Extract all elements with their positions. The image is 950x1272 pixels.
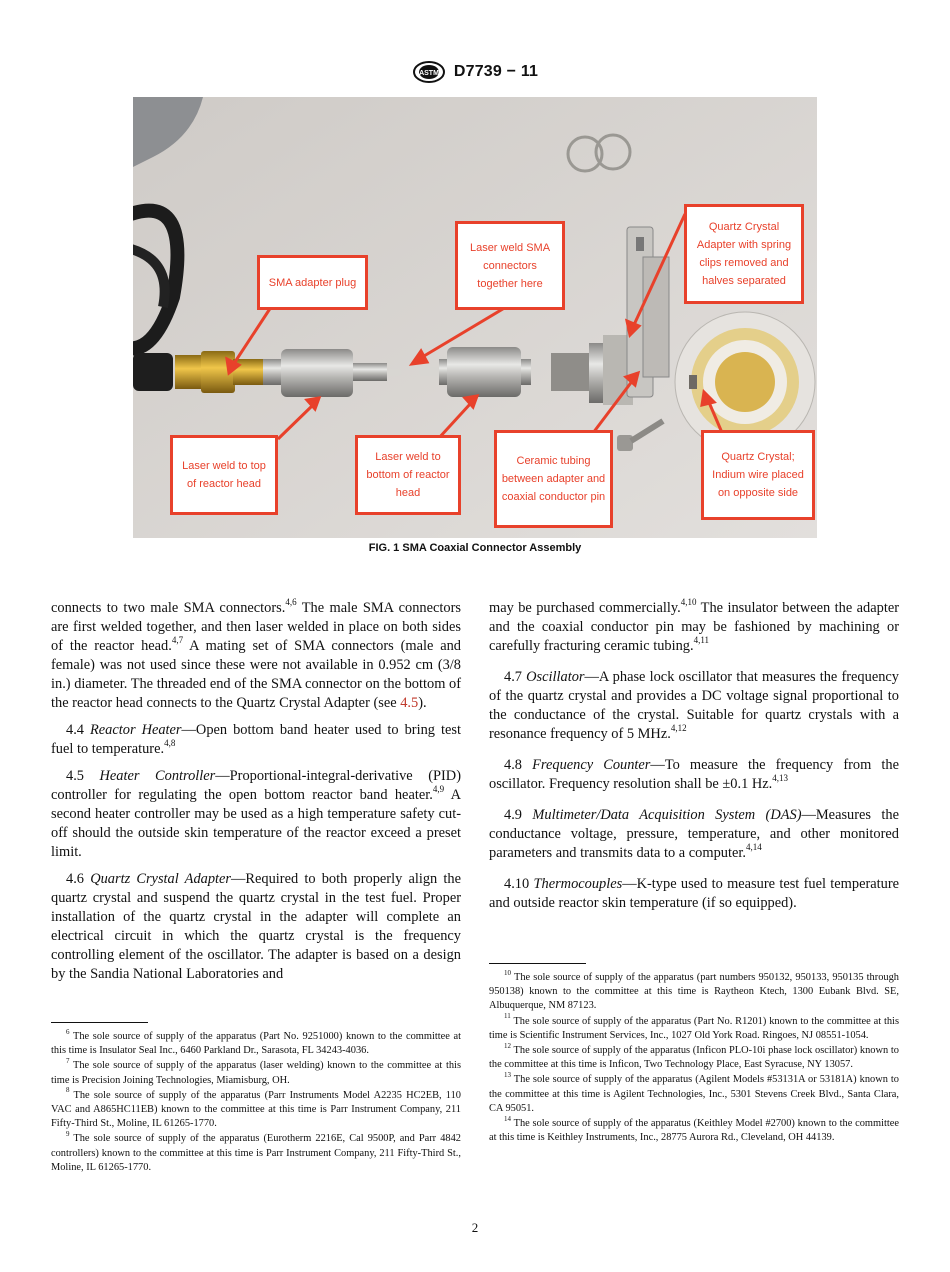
text: may be purchased commercially. [489,600,681,616]
callout-laser-weld-sma: Laser weld SMA connectors together here [455,221,565,310]
section-title: Oscillator [526,669,585,685]
footnote-number: 14 [504,1114,511,1123]
footnote-number: 9 [66,1129,70,1138]
footnote-divider [51,1022,148,1023]
section-number: 4.9 [504,807,533,823]
footnote-8 [51,1086,461,1132]
footnote-text: The sole source of supply of the apparatus (Keithley Model #2700) known to the committee at this time is Keithley Instruments, Inc., 28775 Aurora Rd., Cleveland, OH 44139. [489,1118,899,1144]
text: —Open bottom band heater used to bring test fuel to temperature. [51,722,461,757]
footnote-ref[interactable]: 4,12 [670,723,687,734]
footnote-number: 7 [66,1056,70,1065]
section-number: 4.6 [66,871,91,887]
footnote-text: The sole source of supply of the apparatus (laser welding) known to the committee at this time is Precision Joining Technologies, Miamisburg, OH. [51,1060,461,1086]
callout-quartz-crystal-adapter: Quartz Crystal Adapter with spring clips removed and halves separated [684,204,804,304]
callout-quartz-crystal: Quartz Crystal; Indium wire placed on opposite side [701,430,815,520]
footnote-ref[interactable]: 4,9 [432,784,445,795]
section-link-4-5[interactable]: 4.5 [400,695,419,711]
section-title: Reactor Heater [90,722,182,738]
section-number: 4.10 [504,876,534,892]
text: The insulator between the adapter and the coaxial conductor pin may be fashioned by machining or carefully fracturing ceramic tubing. [489,600,900,654]
svg-text:ASTM: ASTM [418,70,439,77]
footnote-13 [489,1070,899,1116]
figure-caption: FIG. 1 SMA Coaxial Connector Assembly [368,542,582,554]
footnote-ref[interactable]: 4,11 [693,635,709,646]
section-title: Frequency Counter [532,757,651,773]
section-number: 4.8 [504,757,533,773]
footnote-6 [51,1027,461,1058]
astm-logo [412,60,446,84]
text: A second heater controller may be used as a high temperature safety cut-off should the outside skin temperature of the reactor exceed a preset limit. [51,787,461,860]
section-4-4 [51,721,461,759]
callout-laser-weld-top: Laser weld to top of reactor head [170,435,278,515]
footnote-9 [51,1129,461,1175]
left-column [51,599,461,992]
footnote-text: The sole source of supply of the apparatus (Inficon PLO-10i phase lock oscillator) known to the committee at this time is Inficon, Two Technology Place, East Syracuse, NY 13057. [489,1045,899,1071]
footnote-number: 11 [504,1012,511,1021]
text: —K-type used to measure test fuel temperature and outside reactor skin temperature (if so equipped). [489,876,900,911]
callout-laser-weld-bottom: Laser weld to bottom of reactor head [355,435,461,515]
text: —Measures the conductance voltage, pressure, temperature, and other monitored parameters and transmits data to a computer. [489,807,900,861]
text: —Required to both properly align the quartz crystal and suspend the quartz crystal in the test fuel. Proper installation of the quartz crystal in the adapter will complete an electrical circuit in which the quartz crystal is the frequency controlling element of the oscillator. The adapter is based on a design by the Sandia National Laboratories and [51,871,461,982]
footnote-number: 10 [504,968,511,977]
section-number: 4.5 [66,768,100,784]
section-title: Multimeter/Data Acquisition System (DAS) [532,807,802,823]
footnote-text: The sole source of supply of the apparatus (Eurotherm 2216E, Cal 9500P, and Parr 4842 controllers) known to the committee at this time is Parr Instrument Company, 211 Fifty-Third St., Moline, IL 61265-1770. [51,1133,461,1173]
callout-sma-adapter-plug: SMA adapter plug [257,255,368,310]
footnote-text: The sole source of supply of the apparatus (Part No. 9251000) known to the committee at this time is Insulator Seal Inc., 6460 Parkland Dr., Sarasota, FL 34243-4036. [51,1031,461,1057]
page-header [0,57,950,87]
text: A mating set of SMA connectors (male and female) was not used since these were not available in 0.952 cm (3/8 in.) diameter. The threaded end of the SMA connector on the bottom of the reactor head connects to the Quartz Crystal Adapter (see [51,638,461,711]
section-title: Quartz Crystal Adapter [90,871,232,887]
footnote-7 [51,1056,461,1087]
footnote-ref[interactable]: 4,14 [745,842,762,853]
section-4-6 [51,870,461,984]
footnote-11 [489,1012,899,1043]
paragraph-sma-connectors [51,599,461,713]
text: —To measure the frequency from the oscillator. Frequency resolution shall be ±0.1 Hz. [489,757,900,792]
footnote-text: The sole source of supply of the apparatus (Part No. R1201) known to the committee at this time is Scientific Instrument Services, Inc., 1027 Old York Road. Ringoes, NJ 08551-1054. [489,1015,899,1041]
right-column [489,599,899,921]
document-number: D7739 − 11 [453,63,539,80]
footnote-text: The sole source of supply of the apparatus (Agilent Models #53131A or 53181A) known to the committee at this time is Agilent Technologies, Inc., 5301 Stevens Creek Blvd., Santa Clara, CA 95051. [489,1074,899,1114]
footnote-divider [489,963,586,964]
section-title: Heater Controller [99,768,216,784]
footnote-10 [489,968,899,1014]
footnote-ref[interactable]: 4,13 [772,773,789,784]
text: The male SMA connectors are first welded together, and then laser welded in place on both sides of the reactor head. [51,600,461,654]
section-4-5 [51,767,461,862]
footnote-ref[interactable]: 4,7 [171,635,184,646]
page-number: 2 [471,1220,479,1235]
section-number: 4.7 [504,669,527,685]
section-4-7 [489,668,899,744]
text: connects to two male SMA connectors. [51,600,286,616]
section-number: 4.4 [66,722,90,738]
footnote-text: The sole source of supply of the apparatus (Parr Instruments Model A2235 HC2EB, 110 VAC and A865HC11EB) known to the committee at this time is Parr Instrument Company, 211 Fifty-Third St., Moline, IL 61265-1770. [51,1089,461,1130]
callout-ceramic-tubing: Ceramic tubing between adapter and coaxial conductor pin [494,430,613,528]
figure-photo [133,97,817,538]
footnote-14 [489,1114,899,1145]
footnotes-left [51,1027,461,1176]
section-title: Thermocouples [533,876,623,892]
text: —A phase lock oscillator that measures the frequency of the quartz crystal and provides a DC voltage signal proportional to the conductance of the crystal. Suitable for quartz crystals with a resonance frequency of 5 MHz. [489,669,899,742]
footnote-text: The sole source of supply of the apparatus (part numbers 950132, 950133, 950135 through 950138) known to the committee at this time is Raytheon Ktech, 1300 Eubank Blvd. SE, Albuquerque, NM 87123. [489,972,899,1012]
section-4-9 [489,806,899,863]
footnote-number: 12 [504,1041,511,1050]
footnote-number: 6 [66,1027,70,1036]
section-4-8 [489,756,899,794]
section-4-10 [489,875,899,913]
footnote-ref[interactable]: 4,6 [285,597,297,608]
footnotes-right [489,968,899,1146]
footnote-12 [489,1041,899,1072]
footnote-number: 13 [504,1070,511,1079]
text: —Proportional-integral-derivative (PID) controller for regulating the open bottom reactor band heater. [51,768,461,803]
footnote-number: 8 [66,1086,70,1095]
footnote-ref[interactable]: 4,10 [680,597,697,608]
paragraph-purchase [489,599,899,656]
footnote-ref[interactable]: 4,8 [164,738,176,749]
text: ). [418,695,427,711]
